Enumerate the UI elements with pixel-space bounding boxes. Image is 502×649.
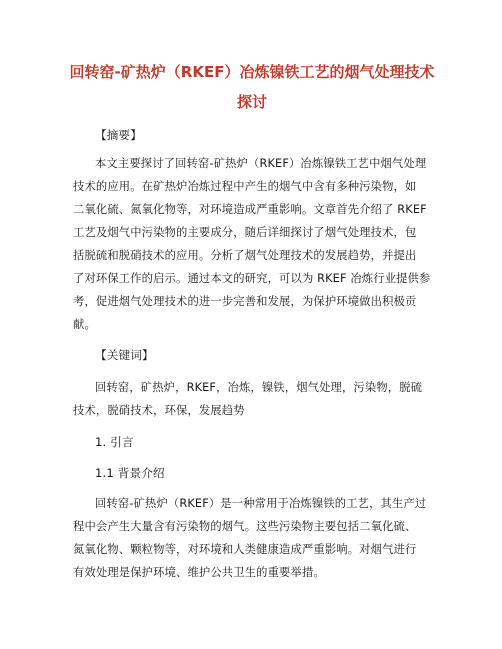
body-line: 回转窑-矿热炉（RKEF）是一种常用于冶炼镍铁的工艺，其生产过 — [95, 497, 427, 510]
body-line: 氮氧化物、颗粒物等，对环境和人类健康造成严重影响。对烟气进行 — [73, 543, 417, 556]
abstract-line: 了对环保工作的启示。通过本文的研究，可以为 RKEF 冶炼行业提供参 — [73, 272, 431, 285]
keywords-heading: 【关键词】 — [95, 348, 154, 362]
abstract-line: 技术的应用。在矿热炉冶炼过程中产生的烟气中含有多种污染物，如 — [73, 180, 417, 193]
abstract-heading: 【摘要】 — [95, 128, 142, 142]
abstract-line: 二氧化硫、氮氧化物等，对环境造成严重影响。文章首先介绍了 RKEF — [73, 203, 427, 216]
keywords-line: 回转窑，矿热炉，RKEF，冶炼，镍铁，烟气处理，污染物，脱硫 — [95, 381, 423, 394]
abstract-line: 括脱硫和脱硝技术的应用。分析了烟气处理技术的发展趋势，并提出 — [73, 249, 417, 262]
body-line: 有效处理是保护环境、维护公共卫生的重要举措。 — [73, 566, 325, 579]
abstract-line: 献。 — [73, 318, 96, 331]
section-1-1-heading: 1.1 背景介绍 — [95, 466, 165, 480]
keywords-line: 技术，脱硝技术，环保，发展趋势 — [73, 404, 245, 417]
abstract-line: 本文主要探讨了回转窑-矿热炉（RKEF）冶炼镍铁工艺中烟气处理 — [95, 157, 427, 170]
abstract-line: 考，促进烟气处理技术的进一步完善和发展，为保护环境做出积极贡 — [73, 295, 417, 308]
section-1-heading: 1. 引言 — [95, 435, 134, 449]
document-title-line-2: 探讨 — [236, 93, 267, 111]
document-title-line-1: 回转窑-矿热炉（RKEF）冶炼镍铁工艺的烟气处理技术 — [69, 63, 435, 81]
abstract-line: 工艺及烟气中污染物的主要成分，随后详细探讨了烟气处理技术，包 — [73, 226, 417, 239]
body-line: 程中会产生大量含有污染物的烟气。这些污染物主要包括二氧化硫、 — [73, 520, 417, 533]
